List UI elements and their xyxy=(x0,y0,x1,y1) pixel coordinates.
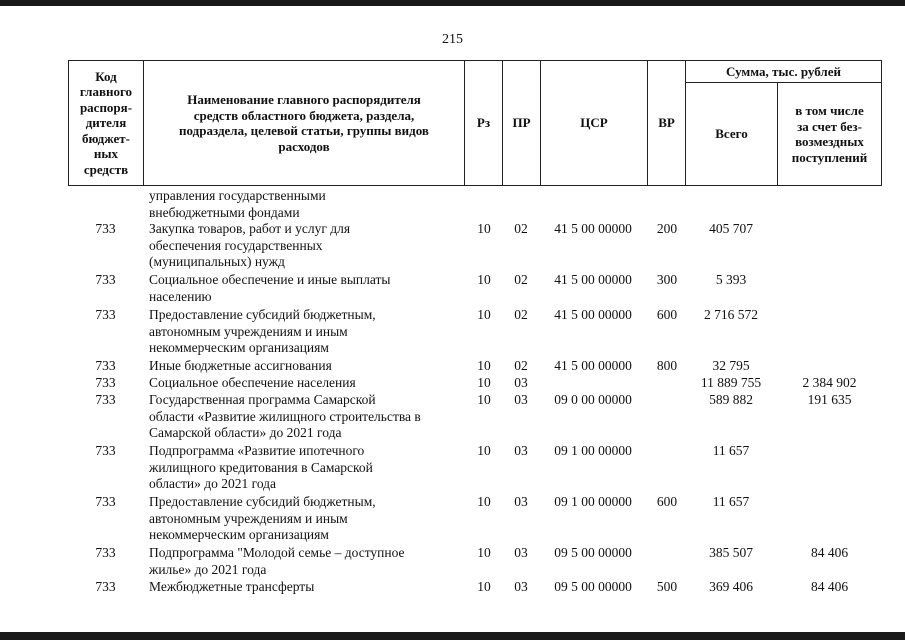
row-pr: 02 xyxy=(514,272,528,287)
row-rz: 10 xyxy=(477,579,491,594)
row-code: 733 xyxy=(95,307,116,322)
row-csr: 41 5 00 00000 xyxy=(554,358,632,373)
header-total: Всего xyxy=(715,126,748,142)
page-number: 215 xyxy=(442,32,463,47)
row-vr: 600 xyxy=(656,494,678,509)
row-csr: 09 5 00 00000 xyxy=(554,579,632,594)
header-sum: Сумма, тыс. рублей xyxy=(726,63,841,79)
row-pr: 03 xyxy=(514,579,528,594)
row-csr: 41 5 00 00000 xyxy=(554,307,632,322)
row-pr: 03 xyxy=(514,392,528,407)
row-code: 733 xyxy=(95,272,116,287)
row-rz: 10 xyxy=(477,392,491,407)
row-name: Предоставление субсидий бюджетным, автономным учреждениям и иным некоммерческим организациям xyxy=(149,307,376,355)
row-pr: 03 xyxy=(514,443,528,458)
row-total: 2 716 572 xyxy=(704,307,758,322)
row-pr: 03 xyxy=(514,545,528,560)
header-name: Наименование главного распорядителя средств областного бюджета, раздела, подраздела, целевой статьи, группы видов расходов xyxy=(179,92,429,154)
row-pr: 02 xyxy=(514,358,528,373)
row-rz: 10 xyxy=(477,358,491,373)
row-rz: 10 xyxy=(477,375,491,390)
row-code: 733 xyxy=(95,494,116,509)
row-total: 11 889 755 xyxy=(700,375,762,390)
row-rz: 10 xyxy=(477,443,491,458)
row-total: 5 393 xyxy=(715,272,747,287)
header-free: в том числе за счет без- возмездных поступлений xyxy=(791,103,868,165)
row-rz: 10 xyxy=(477,494,491,509)
row-total: 32 795 xyxy=(712,358,750,373)
row-total: 11 657 xyxy=(712,443,750,458)
row-code: 733 xyxy=(95,358,116,373)
row-free: 84 406 xyxy=(810,545,849,560)
scan-top-border xyxy=(0,0,905,6)
row-name: Межбюджетные трансферты xyxy=(149,579,315,594)
header-vr: ВР xyxy=(658,115,675,131)
row-free: 191 635 xyxy=(807,392,852,407)
row-code: 733 xyxy=(95,443,116,458)
row-pr: 03 xyxy=(514,375,528,390)
row-rz: 10 xyxy=(477,307,491,322)
row-free: 84 406 xyxy=(810,579,849,594)
row-pr: 02 xyxy=(514,221,528,236)
row-csr: 09 5 00 00000 xyxy=(554,545,632,560)
row-code: 733 xyxy=(95,392,116,407)
row-name: Закупка товаров, работ и услуг для обеспечения государственных (муниципальных) нужд xyxy=(149,221,351,269)
row-csr: 41 5 00 00000 xyxy=(554,272,632,287)
row-code: 733 xyxy=(95,579,116,594)
row-vr: 500 xyxy=(656,579,678,594)
scan-bottom-border xyxy=(0,632,905,640)
row-total: 589 882 xyxy=(709,392,753,407)
row-vr: 300 xyxy=(656,272,678,287)
row-vr: 600 xyxy=(656,307,678,322)
row-code: 733 xyxy=(95,545,116,560)
row-name: управления государственными внебюджетными фондами xyxy=(149,188,326,220)
row-pr: 03 xyxy=(514,494,528,509)
row-free: 2 384 902 xyxy=(802,375,857,390)
header-pr: ПР xyxy=(512,115,531,131)
header-col-line xyxy=(881,60,882,186)
row-name: Подпрограмма «Развитие ипотечного жилищного кредитования в Самарской области» до 2021 года xyxy=(149,443,373,491)
row-name: Социальное обеспечение населения xyxy=(149,375,356,390)
row-total: 405 707 xyxy=(709,221,753,236)
header-code: Код главного распоря- дителя бюджет- ных средств xyxy=(79,68,133,177)
table-header xyxy=(68,60,882,186)
row-csr: 09 1 00 00000 xyxy=(554,494,632,509)
row-code: 733 xyxy=(95,221,116,236)
row-rz: 10 xyxy=(477,545,491,560)
row-total: 11 657 xyxy=(712,494,750,509)
row-csr: 09 1 00 00000 xyxy=(554,443,632,458)
header-rz: Рз xyxy=(476,115,491,131)
row-name: Государственная программа Самарской области «Развитие жилищного строительства в Самарской области» до 2021 года xyxy=(149,392,421,440)
header-bottom-line xyxy=(68,185,882,186)
row-name: Подпрограмма "Молодой семье – доступное жилье» до 2021 года xyxy=(149,545,405,577)
row-rz: 10 xyxy=(477,272,491,287)
row-name: Предоставление субсидий бюджетным, автономным учреждениям и иным некоммерческим организациям xyxy=(149,494,376,542)
row-total: 369 406 xyxy=(709,579,753,594)
header-csr: ЦСР xyxy=(580,115,608,131)
row-csr: 41 5 00 00000 xyxy=(554,221,632,236)
row-name: Иные бюджетные ассигнования xyxy=(149,358,332,373)
row-name: Социальное обеспечение и иные выплаты населению xyxy=(149,272,391,304)
row-vr: 800 xyxy=(656,358,678,373)
row-pr: 02 xyxy=(514,307,528,322)
row-rz: 10 xyxy=(477,221,491,236)
row-csr: 09 0 00 00000 xyxy=(554,392,632,407)
row-code: 733 xyxy=(95,375,116,390)
row-total: 385 507 xyxy=(709,545,753,560)
row-vr: 200 xyxy=(656,221,678,236)
